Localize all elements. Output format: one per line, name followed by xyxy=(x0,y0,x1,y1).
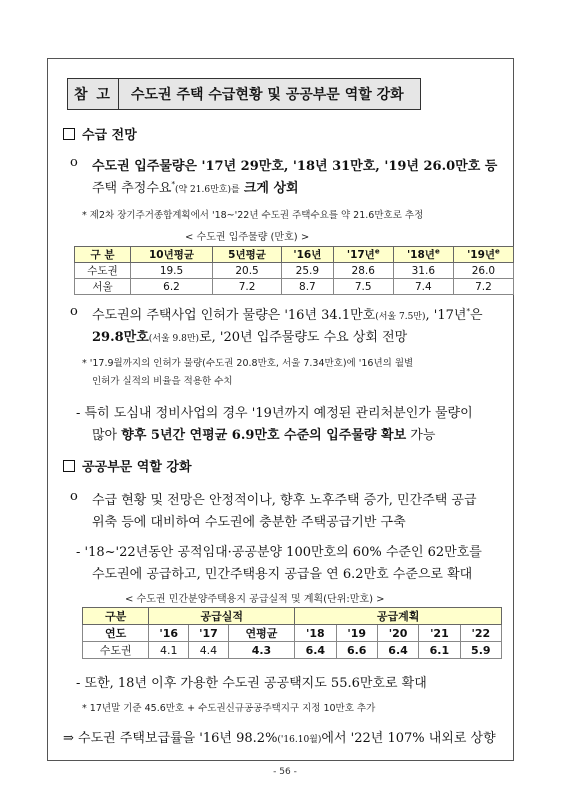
supply-bullet-line1: 수도권 입주물량은 '17년 29만호, '18년 31만호, '19년 26.0만호 등 xyxy=(92,159,498,174)
checkbox-square-icon xyxy=(63,128,75,140)
note-demand: * 제2차 장기주거종합계획에서 '18~'22년 수도권 주택수요를 약 21.6만호로 추정 xyxy=(82,210,424,221)
table-header: 5년평균 xyxy=(213,247,282,263)
checkbox-square-icon xyxy=(63,460,75,472)
move-in-volume-table xyxy=(74,246,514,295)
table-header: '19년$^e$ xyxy=(453,247,513,263)
title-box xyxy=(67,78,421,110)
table-row: 수도권 4.1 4.4 4.3 6.4 6.6 6.4 6.1 5.9 xyxy=(83,642,502,659)
table-header-row xyxy=(75,247,514,263)
public-supply-line2: 수도권에 공급하고, 민간주택용지 공급을 연 6.2만호 수준으로 확대 xyxy=(92,567,473,582)
permit-bullet-line2: 29.8만호(서울 9.8만)로, '20년 입주물량도 수요 상회 전망 xyxy=(92,330,408,345)
supply-bullet-line2: 주택 추정수요*(약 21.6만호)를 크게 상회 xyxy=(92,180,299,196)
table-header: '18년$^e$ xyxy=(393,247,453,263)
note-public-land: * 17년말 기준 45.6만호 + 수도권신규공공주택지구 지정 10만호 추가 xyxy=(82,703,376,714)
redevelopment-line2: 많아 향후 5년간 연평균 6.9만호 수준의 입주물량 확보 가능 xyxy=(92,428,436,443)
permit-bullet-line1: 수도권의 주택사업 인허가 물량은 '16년 34.1만호(서울 7.5만), '17년*은 xyxy=(92,307,483,323)
table2-caption: < 수도권 민간분양주택용지 공급실적 및 계획(단위:만호) > xyxy=(125,594,385,605)
table-header: '17년$^e$ xyxy=(333,247,393,263)
table-header: 구 분 xyxy=(75,247,131,263)
redevelopment-line1: - 특히 도심내 정비사업의 경우 '19년까지 예정된 관리처분인가 물량이 xyxy=(76,406,473,421)
bullet-circle-icon: ο xyxy=(70,155,78,170)
table-header: 구분 xyxy=(83,608,149,625)
table-row: 서울 6.2 7.2 8.7 7.5 7.4 7.2 xyxy=(75,279,514,295)
public-bullet-line2: 위축 등에 대비하여 수도권에 충분한 주택공급기반 구축 xyxy=(92,515,406,530)
bullet-circle-icon: ο xyxy=(70,304,78,319)
table-header: 공급실적 xyxy=(149,608,295,625)
note-permit-line1: * '17.9월까지의 인허가 물량(수도권 20.8만호, 서울 7.34만호)에 '16년의 월별 xyxy=(82,358,414,369)
note-permit-line2: 인허가 실적의 비율을 적용한 수치 xyxy=(92,376,233,387)
bullet-circle-icon: ο xyxy=(70,489,78,504)
section-heading-supply: 수급 전망 xyxy=(63,124,137,143)
conclusion-line: ⇒ 수도권 주택보급률을 '16년 98.2%('16.10월)에서 '22년 107% 내외로 상향 xyxy=(63,731,496,746)
table-header-row xyxy=(83,608,502,625)
table-row: 수도권 19.5 20.5 25.9 28.6 31.6 26.0 xyxy=(75,263,514,279)
table-header: 10년평균 xyxy=(131,247,213,263)
page-title: 수도권 주택 수급현황 및 공공부문 역할 강화 xyxy=(131,87,404,103)
land-supply-table xyxy=(82,607,502,659)
table-header: 공급계획 xyxy=(295,608,502,625)
public-supply-line1: - '18~'22년동안 공적임대·공공분양 100만호의 60% 수준인 62만호를 xyxy=(76,545,482,560)
reference-tag: 참 고 xyxy=(68,79,119,109)
public-land-line: - 또한, 18년 이후 가용한 수도권 공공택지도 55.6만호로 확대 xyxy=(76,676,427,691)
page-number: - 56 - xyxy=(273,767,297,777)
table-year-row: 연도 '16 '17 연평균 '18 '19 '20 '21 '22 xyxy=(83,625,502,642)
table-header: '16년 xyxy=(282,247,334,263)
section-heading-public: 공공부문 역할 강화 xyxy=(63,456,192,475)
table1-caption: < 수도권 입주물량 (만호) > xyxy=(185,232,310,243)
public-bullet-line1: 수급 현황 및 전망은 안정적이나, 향후 노후주택 증가, 민간주택 공급 xyxy=(92,493,477,508)
